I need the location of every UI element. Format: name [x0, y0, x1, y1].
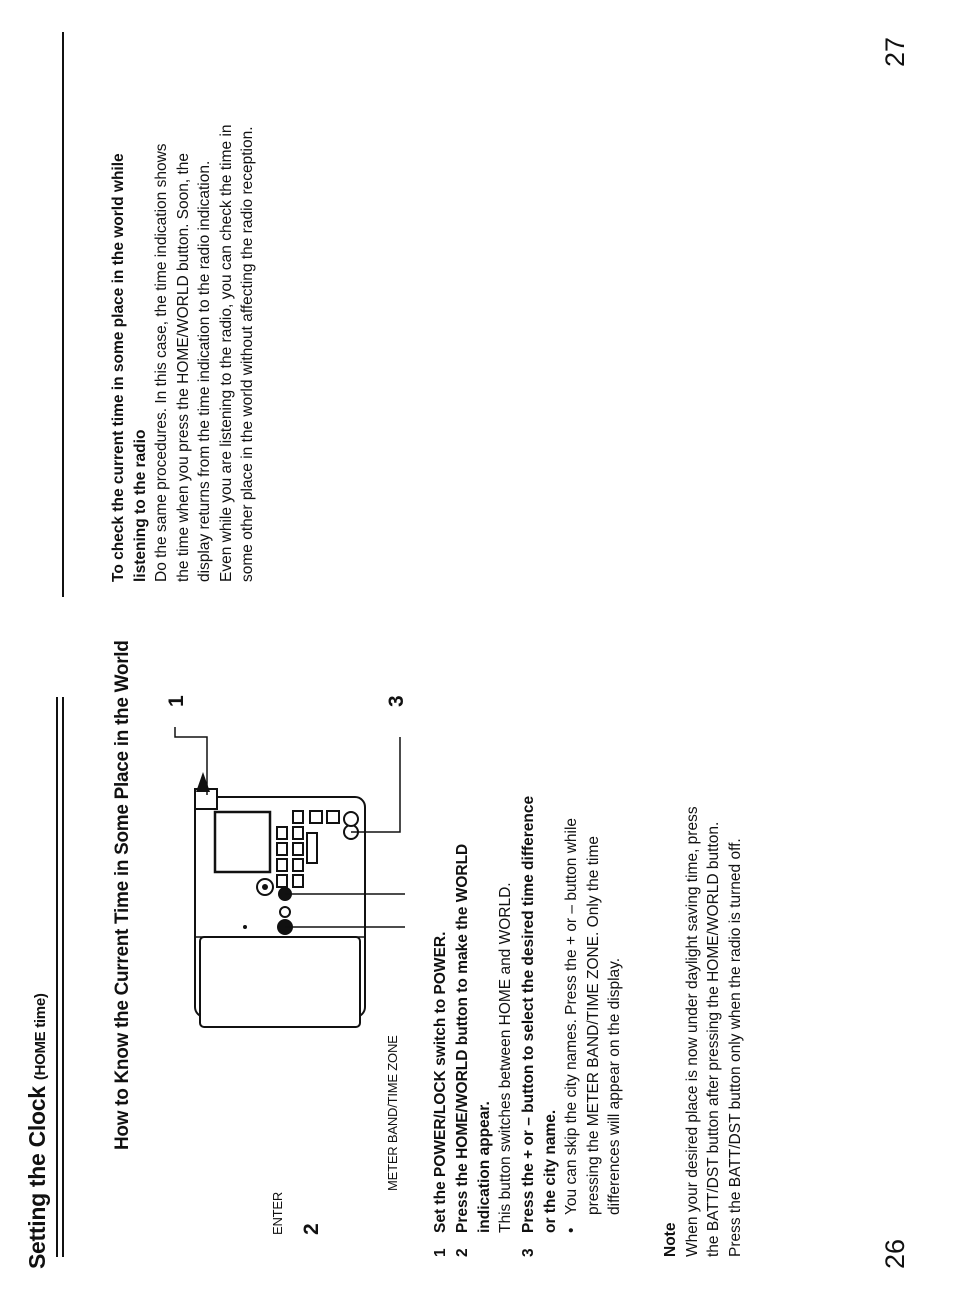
top-rule-right	[62, 32, 64, 597]
note-line: Press the BATT/DST button only when the radio is turned off.	[726, 838, 744, 1257]
note-block	[660, 677, 746, 1257]
lcd-display	[215, 812, 270, 872]
step-number: 3	[520, 1248, 537, 1257]
step-detail: This button switches between HOME and WORLD.	[497, 882, 514, 1233]
bullet-text: You can skip the city names. Press the + or – button while	[563, 817, 580, 1215]
label-meter-band: METER BAND/TIME ZONE	[385, 1035, 400, 1191]
section-rule	[62, 697, 64, 1257]
note-line: the BATT/DST button after pressing the HOME/WORLD button.	[705, 821, 722, 1257]
radio-diagram	[165, 697, 415, 1037]
right-body-line: Even while you are listening to the radio, you can check the time in	[217, 124, 235, 582]
bullet-text: pressing the METER BAND/TIME ZONE. Only the time	[584, 836, 602, 1215]
bullet-text: differences will appear on the display.	[606, 957, 623, 1215]
speaker-grille	[200, 937, 360, 1027]
note-heading: Note	[662, 1222, 679, 1257]
step-2	[452, 697, 518, 1257]
section-title: How to Know the Current Time in Some Place in the World	[112, 640, 133, 1150]
right-content	[108, 22, 259, 582]
top-rule-left	[56, 697, 58, 1257]
right-body-line: display returns from the time indication to the radio indication.	[196, 160, 213, 582]
page-title-note: (HOME time)	[32, 993, 49, 1081]
page-number-left: 26	[880, 1238, 910, 1269]
label-enter: ENTER	[270, 1191, 285, 1235]
right-body-line: some other place in the world without affecting the radio reception.	[239, 126, 256, 582]
step-number: 2	[454, 1248, 471, 1257]
step-text: indication appear.	[475, 1101, 493, 1233]
callout-2: 2	[300, 1223, 323, 1235]
callout-1: 1	[165, 695, 188, 707]
page-title-text: Setting the Clock	[24, 1086, 50, 1269]
step-1	[430, 697, 452, 1257]
step-text: Press the + or – button to select the desired time difference	[520, 795, 537, 1233]
bullet-dot: •	[563, 1227, 580, 1233]
step-number: 1	[432, 1248, 449, 1257]
right-body-line: Do the same procedures. In this case, the time indication shows	[153, 143, 170, 582]
callout-3: 3	[385, 695, 408, 707]
step-text: Set the POWER/LOCK switch to POWER.	[432, 931, 449, 1233]
page-number-right: 27	[880, 36, 910, 67]
step-text: or the city name.	[541, 1109, 559, 1233]
step-text: Press the HOME/WORLD button to make the WORLD	[454, 843, 471, 1233]
right-heading-line: listening to the radio	[131, 429, 149, 582]
step-3	[518, 657, 628, 1257]
note-line: When your desired place is now under daylight saving time, press	[683, 806, 701, 1257]
right-body-line: the time when you press the HOME/WORLD button. Soon, the	[174, 152, 192, 582]
page-title	[24, 993, 51, 1269]
right-heading-line: To check the current time in some place in the world while	[110, 153, 127, 582]
